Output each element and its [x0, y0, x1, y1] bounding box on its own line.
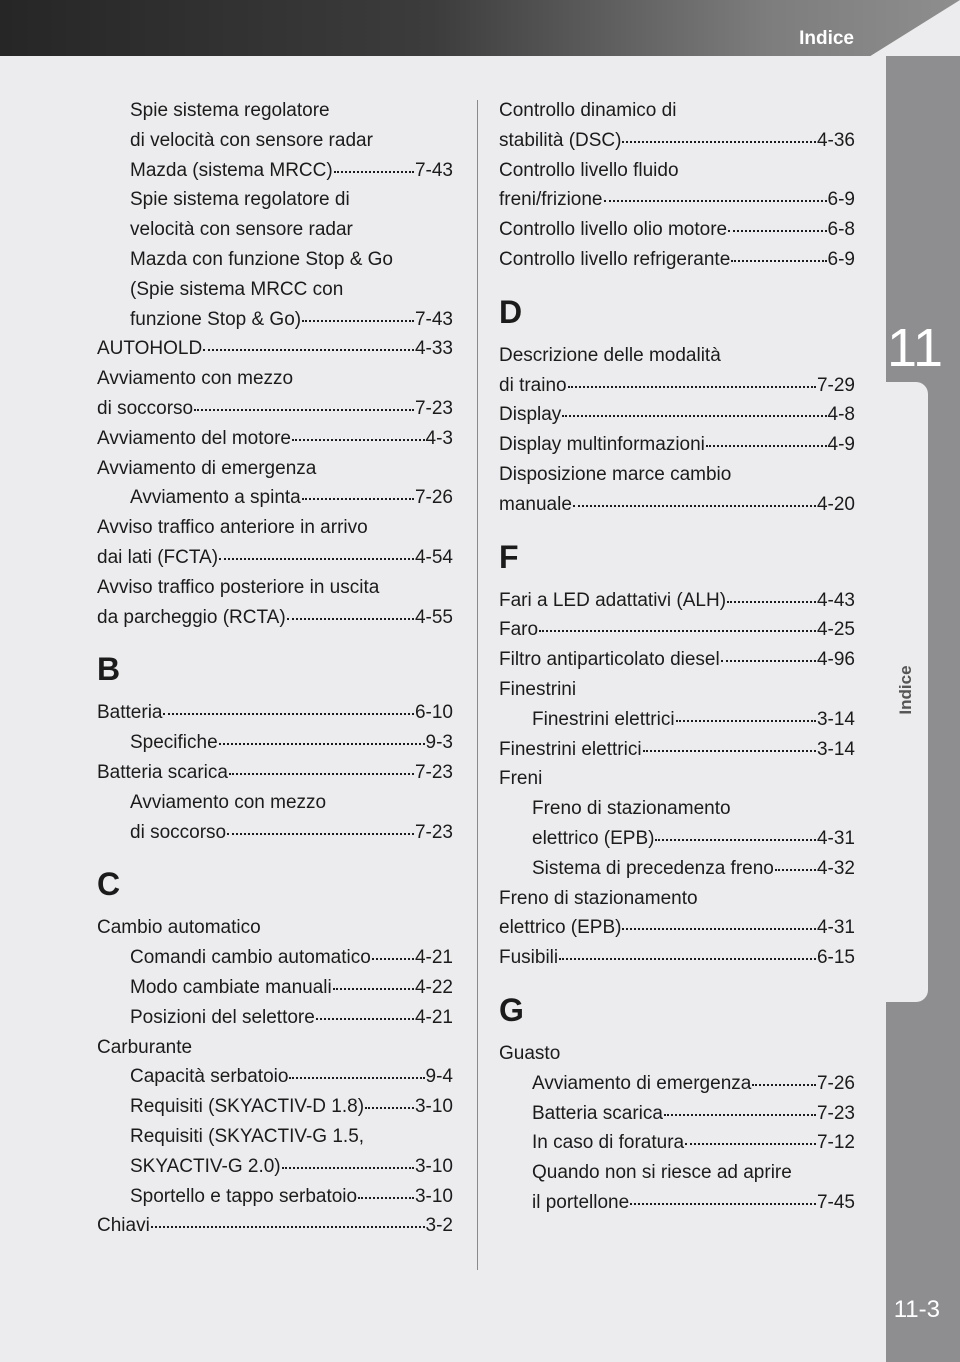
dot-leader: [365, 1091, 414, 1109]
dot-leader: [630, 1187, 816, 1205]
index-entry: [499, 245, 855, 275]
section-letter: B: [97, 651, 121, 688]
entry-text: AUTOHOLD: [97, 338, 203, 360]
entry-text: di soccorso: [130, 821, 227, 843]
index-entry: [499, 430, 855, 460]
chapter-tab-label: Indice: [896, 665, 915, 715]
index-entry: Avviso traffico anteriore in arrivo: [97, 517, 368, 539]
entry-text: Display: [499, 404, 562, 426]
entry-text: Specifiche: [130, 732, 218, 754]
dot-leader: [287, 602, 414, 620]
page-ref: 4-20: [816, 493, 855, 515]
index-entry: Avviamento di emergenza: [97, 457, 317, 479]
index-entry: [97, 543, 453, 573]
page-ref: 3-2: [425, 1215, 453, 1237]
index-entry: Controllo livello fluido: [499, 159, 679, 181]
column-divider: [477, 100, 478, 1270]
index-entry: [97, 334, 453, 364]
index-entry: Descrizione delle modalità: [499, 344, 721, 366]
index-entry: [97, 1062, 453, 1092]
index-entry: Cambio automatico: [97, 917, 261, 939]
page-ref: 6-9: [827, 248, 855, 270]
page-ref: 7-26: [414, 487, 453, 509]
index-entry: [499, 490, 855, 520]
section-letter: D: [499, 293, 523, 330]
dot-leader: [302, 304, 414, 322]
dot-leader: [731, 244, 826, 262]
index-entry: [97, 758, 453, 788]
entry-text: da parcheggio (RCTA): [97, 606, 286, 628]
index-entry: Controllo dinamico di: [499, 100, 677, 121]
dot-leader: [562, 399, 826, 417]
entry-text: stabilità (DSC): [499, 129, 622, 151]
dot-leader: [721, 644, 816, 662]
page-ref: 4-33: [414, 338, 453, 360]
index-entry: [97, 305, 453, 335]
index-entry: [499, 185, 855, 215]
entry-text: Batteria scarica: [97, 761, 228, 783]
page-ref: 9-4: [425, 1066, 453, 1088]
page-ref: 7-45: [816, 1191, 855, 1213]
page-ref: 3-14: [816, 738, 855, 760]
entry-text: Chiavi: [97, 1215, 150, 1237]
page-ref: 4-54: [414, 546, 453, 568]
index-entry: [499, 943, 855, 973]
index-entry: [499, 1099, 855, 1129]
dot-leader: [282, 1151, 414, 1169]
page-ref: 3-10: [414, 1185, 453, 1207]
entry-text: Modo cambiate manuali: [130, 976, 332, 998]
entry-text: freni/frizione: [499, 189, 603, 211]
dot-leader: [333, 972, 414, 990]
dot-leader: [643, 734, 816, 752]
dot-leader: [655, 823, 815, 841]
index-entry: [499, 913, 855, 943]
index-entry: [499, 400, 855, 430]
entry-text: di soccorso: [97, 397, 194, 419]
index-entry: [97, 156, 453, 186]
index-entry: Requisiti (SKYACTIV-G 1.5,: [130, 1125, 365, 1147]
dot-leader: [203, 333, 414, 351]
dot-leader: [163, 697, 413, 715]
page-ref: 7-43: [414, 159, 453, 181]
index-entry: [499, 645, 855, 675]
page-ref: 4-31: [816, 827, 855, 849]
index-entry: [97, 483, 453, 513]
entry-text: Controllo livello refrigerante: [499, 248, 731, 270]
index-entry: Mazda con funzione Stop & Go: [130, 248, 393, 270]
index-entry: [499, 735, 855, 765]
dot-leader: [559, 942, 816, 960]
index-entry: [97, 1182, 453, 1212]
entry-text: Capacità serbatoio: [130, 1066, 289, 1088]
dot-leader: [227, 817, 414, 835]
dot-leader: [775, 853, 816, 871]
entry-text: Posizioni del selettore: [130, 1006, 315, 1028]
page-ref: 4-21: [414, 947, 453, 969]
page-ref: 7-26: [816, 1072, 855, 1094]
section-letter: C: [97, 866, 121, 903]
dot-leader: [316, 1002, 414, 1020]
header-title: Indice: [799, 28, 854, 49]
index-entry: Guasto: [499, 1042, 561, 1064]
dot-leader: [151, 1210, 425, 1228]
entry-text: In caso di foratura: [532, 1132, 685, 1154]
section-letter: G: [499, 991, 524, 1028]
dot-leader: [706, 429, 827, 447]
page-ref: 4-21: [414, 1006, 453, 1028]
page-ref: 7-29: [816, 374, 855, 396]
dot-leader: [229, 757, 414, 775]
index-entry: [97, 698, 453, 728]
index-entry: [499, 586, 855, 616]
index-entry: di velocità con sensore radar: [130, 129, 373, 151]
index-entry: [97, 1211, 453, 1241]
dot-leader: [573, 489, 816, 507]
entry-text: Filtro antiparticolato diesel: [499, 649, 720, 671]
index-entry: [97, 973, 453, 1003]
index-entry: Avviso traffico posteriore in uscita: [97, 576, 380, 598]
page-ref: 7-12: [816, 1132, 855, 1154]
entry-text: Batteria scarica: [532, 1102, 663, 1124]
index-entry: [499, 824, 855, 854]
page-ref: 4-8: [827, 404, 855, 426]
page-ref: 6-15: [816, 947, 855, 969]
entry-text: elettrico (EPB): [499, 917, 622, 939]
page-ref: 7-23: [414, 761, 453, 783]
entry-text: Faro: [499, 619, 539, 641]
index-entry: Quando non si riesce ad aprire: [532, 1162, 792, 1184]
dot-leader: [664, 1098, 816, 1116]
index-entry: [499, 1069, 855, 1099]
page-ref: 4-55: [414, 606, 453, 628]
dot-leader: [676, 704, 816, 722]
dot-leader: [302, 482, 414, 500]
page-ref: 6-10: [414, 702, 453, 724]
page-ref: 4-36: [816, 129, 855, 151]
page-ref: 4-31: [816, 917, 855, 939]
page-ref: 4-9: [827, 434, 855, 456]
index-entry: [499, 215, 855, 245]
entry-text: Avviamento a spinta: [130, 487, 301, 509]
entry-text: Fusibili: [499, 947, 559, 969]
entry-text: il portellone: [532, 1191, 630, 1213]
page-ref: 7-23: [414, 397, 453, 419]
index-entry: velocità con sensore radar: [130, 219, 353, 241]
dot-leader: [539, 614, 816, 632]
entry-text: Sportello e tappo serbatoio: [130, 1185, 358, 1207]
index-entry: Spie sistema regolatore: [130, 100, 330, 121]
page-ref: 4-43: [816, 589, 855, 611]
index-column-left: [97, 96, 453, 1241]
entry-text: Finestrini elettrici: [532, 708, 675, 730]
dot-leader: [219, 727, 425, 745]
entry-text: Sistema di precedenza freno: [532, 857, 774, 879]
dot-leader: [372, 942, 414, 960]
index-entry: [97, 1152, 453, 1182]
entry-text: manuale: [499, 493, 572, 515]
dot-leader: [194, 393, 414, 411]
index-entry: [499, 615, 855, 645]
index-entry: Carburante: [97, 1036, 193, 1058]
dot-leader: [568, 370, 816, 388]
index-entry: [97, 1003, 453, 1033]
entry-text: Comandi cambio automatico: [130, 947, 371, 969]
dot-leader: [752, 1068, 816, 1086]
page-ref: 6-8: [827, 219, 855, 241]
dot-leader: [358, 1181, 414, 1199]
index-entry: [97, 728, 453, 758]
page-ref: 4-22: [414, 976, 453, 998]
index-entry: Disposizione marce cambio: [499, 463, 732, 485]
entry-text: dai lati (FCTA): [97, 546, 219, 568]
section-letter: F: [499, 538, 519, 575]
index-column-right: [499, 96, 855, 1218]
index-entry: [97, 818, 453, 848]
entry-text: Controllo livello olio motore: [499, 219, 728, 241]
entry-text: di traino: [499, 374, 567, 396]
dot-leader: [289, 1061, 424, 1079]
index-entry: [499, 126, 855, 156]
index-entry: [97, 603, 453, 633]
page-ref: 4-96: [816, 649, 855, 671]
entry-text: funzione Stop & Go): [130, 308, 302, 330]
index-entry: Avviamento con mezzo: [130, 791, 327, 813]
dot-leader: [292, 423, 425, 441]
chapter-number: 11: [886, 318, 944, 378]
entry-text: elettrico (EPB): [532, 827, 655, 849]
dot-leader: [685, 1127, 816, 1145]
page-ref: 9-3: [425, 732, 453, 754]
page-ref: 3-14: [816, 708, 855, 730]
index-entry: Spie sistema regolatore di: [130, 189, 350, 211]
entry-text: Requisiti (SKYACTIV-D 1.8): [130, 1096, 365, 1118]
page-number: 11-3: [893, 1296, 940, 1323]
page-ref: 7-43: [414, 308, 453, 330]
page-ref: 4-3: [425, 427, 453, 449]
entry-text: Fari a LED adattativi (ALH): [499, 589, 727, 611]
dot-leader: [728, 214, 826, 232]
entry-text: Avviamento del motore: [97, 427, 291, 449]
dot-leader: [622, 912, 815, 930]
index-entry: [97, 424, 453, 454]
index-entry: [499, 705, 855, 735]
entry-text: Batteria: [97, 702, 163, 724]
entry-text: Finestrini elettrici: [499, 738, 642, 760]
page-ref: 3-10: [414, 1096, 453, 1118]
dot-leader: [727, 585, 816, 603]
dot-leader: [622, 125, 815, 143]
page-ref: 4-32: [816, 857, 855, 879]
index-entry: (Spie sistema MRCC con: [130, 278, 344, 300]
index-entry: Avviamento con mezzo: [97, 368, 294, 390]
dot-leader: [334, 155, 414, 173]
page-ref: 7-23: [414, 821, 453, 843]
index-entry: [499, 854, 855, 884]
dot-leader: [604, 184, 827, 202]
index-entry: [499, 1128, 855, 1158]
page-ref: 7-23: [816, 1102, 855, 1124]
entry-text: Avviamento di emergenza: [532, 1072, 752, 1094]
entry-text: Mazda (sistema MRCC): [130, 159, 333, 181]
index-entry: Freni: [499, 768, 543, 790]
index-entry: Freno di stazionamento: [499, 887, 698, 909]
page-ref: 3-10: [414, 1155, 453, 1177]
index-entry: Finestrini: [499, 678, 577, 700]
index-entry: [97, 394, 453, 424]
index-entry: [499, 371, 855, 401]
page-ref: 6-9: [827, 189, 855, 211]
dot-leader: [219, 542, 414, 560]
page-ref: 4-25: [816, 619, 855, 641]
index-entry: Freno di stazionamento: [532, 798, 731, 820]
index-entry: [97, 943, 453, 973]
entry-text: Display multinformazioni: [499, 434, 705, 456]
index-entry: [97, 1092, 453, 1122]
index-entry: [499, 1188, 855, 1218]
entry-text: SKYACTIV-G 2.0): [130, 1155, 281, 1177]
